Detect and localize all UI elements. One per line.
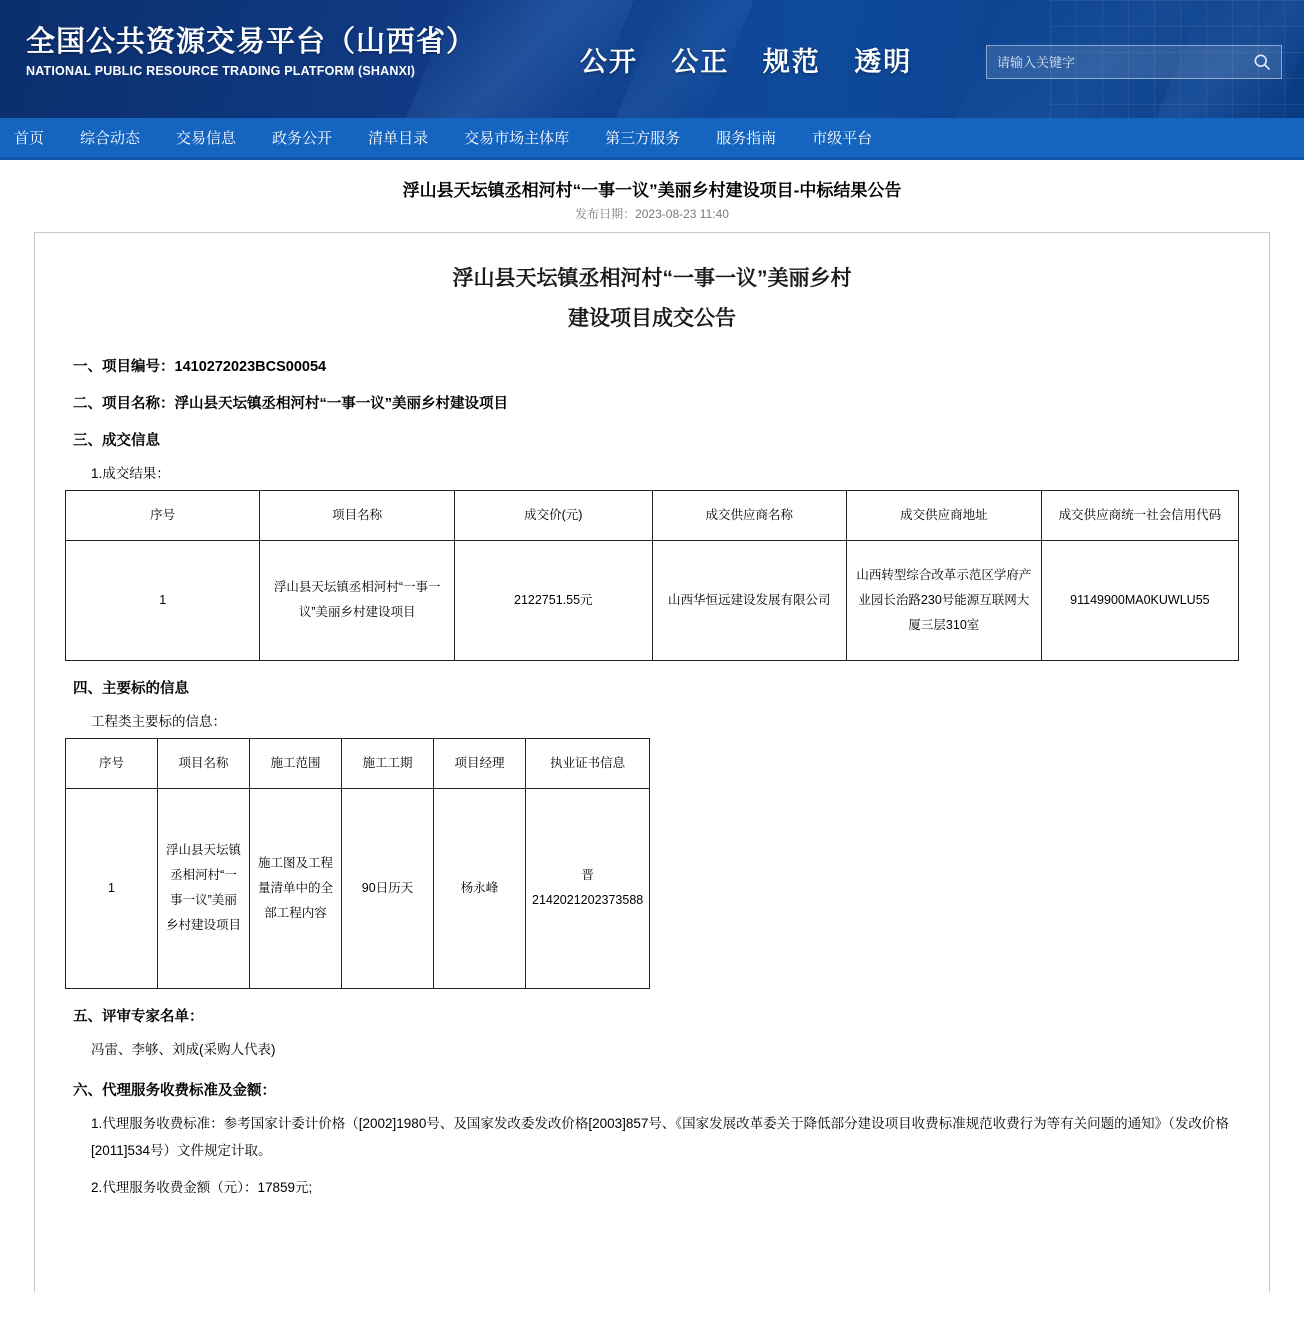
nav-item-market-entity-database[interactable]: 交易市场主体库 — [464, 130, 570, 147]
announcement-body — [34, 232, 1270, 1292]
col-header-no: 序号 — [66, 490, 260, 540]
slogan-word-2: 公正 — [671, 47, 730, 78]
cell-manager: 杨永峰 — [434, 788, 526, 988]
slogan-word-4: 透明 — [854, 47, 913, 78]
nav-item-trading-info[interactable]: 交易信息 — [176, 130, 237, 147]
section-project-number — [73, 355, 1239, 376]
table-row — [66, 788, 650, 988]
nav-item-catalog[interactable]: 清单目录 — [368, 130, 429, 147]
cell-certificate: 晋 2142021202373588 — [526, 788, 650, 988]
cell-duration: 90日历天 — [342, 788, 434, 988]
slogan-word-3: 规范 — [762, 47, 821, 78]
cell-project-name: 浮山县天坛镇丞相河村“一事一议”美丽乡村建设项目 — [158, 788, 250, 988]
col-header-scope: 施工范围 — [250, 738, 342, 788]
award-result-subheading: 1.成交结果： — [91, 465, 170, 481]
section-project-number-label: 一、项目编号： — [73, 358, 175, 375]
cell-scope: 施工图及工程量清单中的全部工程内容 — [250, 788, 342, 988]
col-header-credit-code: 成交供应商统一社会信用代码 — [1041, 490, 1238, 540]
page-title: 浮山县天坛镇丞相河村“一事一议”美丽乡村建设项目-中标结果公告 — [402, 181, 902, 200]
site-logo — [26, 26, 476, 78]
section-main-subject-heading: 四、主要标的信息 — [73, 680, 189, 697]
section-project-number-value: 1410272023BCS00054 — [174, 358, 327, 375]
site-header — [0, 0, 1304, 118]
document-title-line-1: 浮山县天坛镇丞相河村“一事一议”美丽乡村 — [452, 267, 852, 290]
nav-item-third-party-services[interactable]: 第三方服务 — [605, 130, 681, 147]
bottom-spacer — [65, 1201, 1239, 1227]
nav-item-government-affairs[interactable]: 政务公开 — [272, 130, 333, 147]
nav-item-city-platform[interactable]: 市级平台 — [812, 130, 873, 147]
search-input[interactable] — [987, 46, 1243, 78]
cell-supplier-name: 山西华恒远建设发展有限公司 — [652, 540, 846, 660]
award-result-table — [65, 490, 1239, 661]
main-subject-table — [65, 738, 650, 989]
engineering-subject-subheading: 工程类主要标的信息： — [91, 713, 226, 729]
document-title-line-2: 建设项目成交公告 — [568, 306, 736, 330]
col-header-price: 成交价(元) — [455, 490, 653, 540]
nav-item-home[interactable]: 首页 — [14, 130, 45, 147]
nav-item-comprehensive-news[interactable]: 综合动态 — [80, 130, 141, 147]
search-box[interactable] — [986, 45, 1282, 79]
col-header-certificate: 执业证书信息 — [526, 738, 650, 788]
section-project-name-label: 二、项目名称： — [73, 395, 175, 412]
col-header-no: 序号 — [66, 738, 158, 788]
col-header-project-name: 项目名称 — [158, 738, 250, 788]
search-icon[interactable] — [1243, 46, 1281, 78]
cell-credit-code: 91149900MA0KUWLU55 — [1041, 540, 1238, 660]
table-header-row — [66, 738, 650, 788]
site-title-en: NATIONAL PUBLIC RESOURCE TRADING PLATFORM (SHANXI) — [26, 64, 416, 79]
section-award-info-heading: 三、成交信息 — [73, 432, 160, 449]
publish-date — [0, 205, 1304, 232]
slogan-word-1: 公开 — [580, 47, 638, 78]
experts-list: 冯雷、李够、刘成(采购人代表) — [91, 1041, 276, 1057]
cell-no: 1 — [66, 540, 260, 660]
agency-fee-amount: 2.代理服务收费金额（元）：17859元; — [91, 1179, 313, 1195]
site-slogan — [580, 40, 934, 79]
document-title — [65, 259, 1239, 339]
publish-date-label: 发布日期： — [575, 207, 636, 221]
section-experts-heading: 五、评审专家名单： — [73, 1008, 204, 1025]
col-header-manager: 项目经理 — [434, 738, 526, 788]
main-navigation[interactable] — [0, 118, 1304, 160]
section-project-name-value: 浮山县天坛镇丞相河村“一事一议”美丽乡村建设项目 — [174, 395, 508, 412]
col-header-project-name: 项目名称 — [260, 490, 455, 540]
nav-item-service-guide[interactable]: 服务指南 — [716, 130, 777, 147]
section-agency-fee-heading: 六、代理服务收费标准及金额： — [73, 1082, 276, 1099]
cell-no: 1 — [66, 788, 158, 988]
table-row — [66, 540, 1239, 660]
publish-date-value: 2023-08-23 11:40 — [635, 207, 729, 221]
site-title-cn: 全国公共资源交易平台（山西省） — [26, 26, 477, 58]
col-header-supplier-name: 成交供应商名称 — [652, 490, 846, 540]
section-project-name — [73, 392, 1239, 413]
col-header-duration: 施工工期 — [342, 738, 434, 788]
cell-price: 2122751.55元 — [455, 540, 653, 660]
cell-project-name: 浮山县天坛镇丞相河村“一事一议”美丽乡村建设项目 — [260, 540, 455, 660]
col-header-supplier-address: 成交供应商地址 — [846, 490, 1041, 540]
agency-fee-standard: 1.代理服务收费标准：参考国家计委计价格（[2002]1980号、及国家发改委发改价格[2003]857号、《国家发展改革委关于降低部分建设项目收费标准规范收费行为等有关问题的通知》（发改价格[2011]534号）文件规定计取。 — [91, 1115, 1229, 1158]
table-header-row — [66, 490, 1239, 540]
cell-supplier-address: 山西转型综合改革示范区学府产业园长治路230号能源互联网大厦三层310室 — [846, 540, 1041, 660]
